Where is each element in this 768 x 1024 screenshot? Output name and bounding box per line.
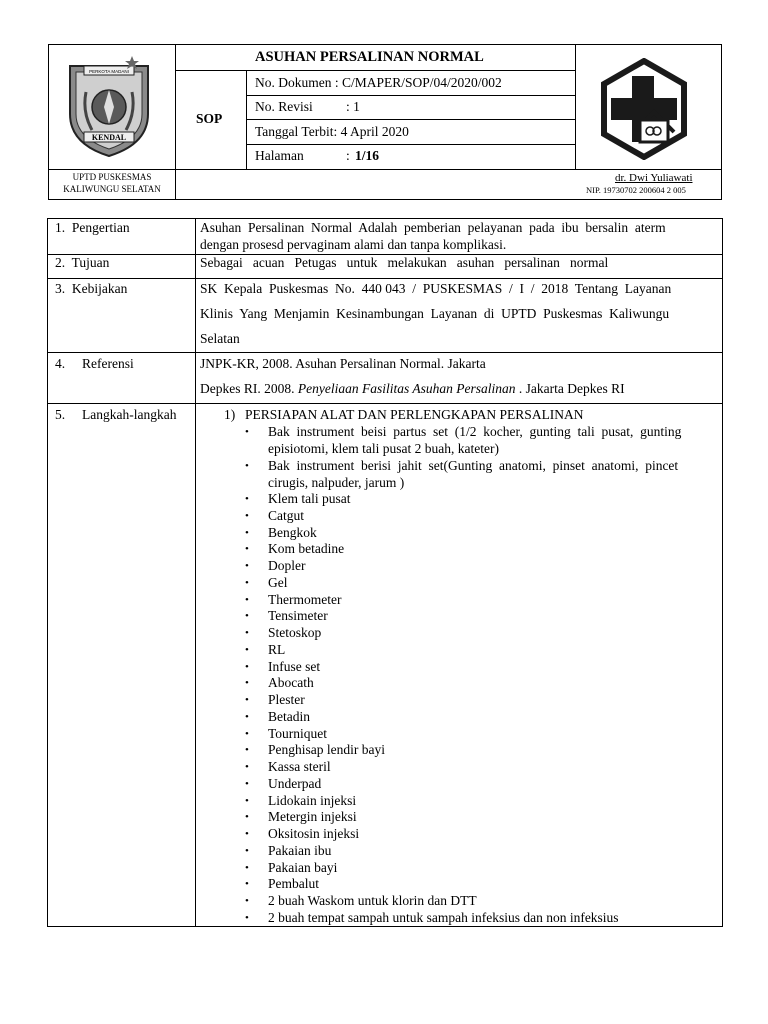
kebijakan-line3: Selatan (200, 331, 240, 346)
bullet-icon: • (245, 627, 249, 639)
langkah-subheading: PERSIAPAN ALAT DAN PERLENGKAPAN PERSALINAN (245, 407, 584, 422)
tujuan-text: Sebagai acuan Petugas untuk melakukan asuhan persalinan normal (200, 255, 609, 270)
list-item: Bak instrument berisi jahit set(Gunting anatomi, pinset anatomi, pincet (268, 458, 679, 473)
kebijakan-line2: Klinis Yang Menjamin Kesinambungan Layanan di UPTD Puskesmas Kaliwungu (200, 306, 670, 321)
list-item: Klem tali pusat (268, 491, 351, 506)
bullet-icon: • (245, 777, 249, 790)
page-value-prefix: : (346, 148, 350, 163)
bullet-icon: • (245, 460, 249, 472)
bullet-icon: • (245, 911, 249, 924)
list-item: Lidokain injeksi (268, 792, 357, 808)
list-item: Bengkok (268, 524, 317, 540)
puskesmas-logo (598, 58, 690, 160)
bullet-icon: • (245, 677, 249, 690)
bullet-icon: • (245, 560, 249, 572)
list-item: RL (268, 641, 286, 657)
bullet-icon: • (245, 727, 249, 740)
pengertian-line2: dengan prosesd pervaginam alami dan tanpa komplikasi. (200, 237, 507, 252)
list-item: Abocath (268, 675, 314, 691)
org-name-line2: KALIWUNGU SELATAN (63, 184, 161, 194)
list-item: Stetoskop (268, 625, 322, 640)
list-item: Tourniquet (268, 725, 328, 741)
bullet-icon: • (245, 895, 249, 907)
page-value: 1/16 (355, 148, 380, 163)
list-item: Bak instrument beisi partus set (1/2 kocher, gunting tali pusat, gunting (268, 424, 682, 439)
bullet-icon: • (245, 493, 249, 505)
referensi-line2-suffix: . Jakarta Depkes RI (515, 381, 625, 396)
sop-label: SOP (196, 111, 223, 126)
list-item: Gel (268, 574, 288, 590)
org-name-line1: UPTD PUSKESMAS (72, 172, 152, 182)
bullet-icon: • (245, 861, 249, 874)
referensi-label: 4. Referensi (55, 356, 134, 371)
bullet-icon: • (245, 828, 249, 840)
bullet-icon: • (245, 660, 249, 673)
bullet-icon: • (245, 878, 249, 891)
list-item: Plester (268, 692, 305, 707)
svg-text:PERKOTA MADANI: PERKOTA MADANI (89, 69, 129, 74)
bullet-icon: • (245, 643, 249, 656)
list-item: Underpad (268, 775, 322, 791)
list-item: Infuse set (268, 658, 321, 674)
referensi-line2-italic: Penyeliaan Fasilitas Asuhan Persalinan (297, 381, 516, 396)
list-item-continuation: episiotomi, klem tali pusat 2 buah, kateter) (268, 441, 499, 456)
list-item-continuation: cirugis, nalpuder, jarum ) (268, 475, 405, 490)
bullet-icon: • (245, 744, 249, 757)
list-item: Pembalut (268, 876, 319, 892)
list-item: Dopler (268, 558, 306, 573)
list-item: 2 buah tempat sampah untuk sampah infeksius dan non infeksius (268, 909, 619, 925)
list-item: Oksitosin injeksi (268, 826, 360, 841)
langkah-label: 5. Langkah-langkah (55, 407, 177, 422)
referensi-line2-prefix: Depkes RI. 2008. (200, 381, 298, 396)
bullet-icon: • (245, 844, 249, 857)
tujuan-label: 2. Tujuan (55, 255, 110, 270)
bullet-icon: • (245, 710, 249, 723)
kebijakan-label: 3. Kebijakan (55, 281, 128, 296)
page-label: Halaman (255, 148, 304, 163)
bullet-icon: • (245, 576, 249, 589)
list-item: Pakaian ibu (268, 842, 332, 858)
revision-value: : 1 (346, 99, 360, 114)
doc-number: No. Dokumen : C/MAPER/SOP/04/2020/002 (255, 75, 502, 90)
langkah-subheading-num: 1) (224, 407, 236, 422)
bullet-icon: • (245, 593, 249, 606)
issue-date: Tanggal Terbit: 4 April 2020 (255, 124, 409, 139)
bullet-icon: • (245, 509, 249, 522)
bullet-icon: • (245, 526, 249, 539)
list-item: Catgut (268, 507, 304, 523)
kendal-seal-logo (62, 52, 156, 160)
list-item: Kom betadine (268, 541, 345, 557)
pengertian-line1: Asuhan Persalinan Normal Adalah pemberian pelayanan pada ibu bersalin aterm (200, 220, 666, 235)
content-table (47, 218, 723, 927)
bullet-icon: • (245, 543, 249, 556)
referensi-line1: JNPK-KR, 2008. Asuhan Persalinan Normal. Jakarta (200, 356, 486, 371)
bullet-icon: • (245, 694, 249, 706)
list-item: Penghisap lendir bayi (268, 742, 385, 758)
bullet-icon: • (245, 610, 249, 623)
list-item: Pakaian bayi (268, 859, 338, 875)
list-item: Tensimeter (268, 608, 328, 624)
list-item: Thermometer (268, 591, 342, 607)
svg-text:KENDAL: KENDAL (91, 133, 127, 142)
list-item: Kassa steril (268, 759, 331, 774)
revision-label: No. Revisi (255, 99, 313, 114)
bullet-icon: • (245, 794, 249, 807)
list-item: Metergin injeksi (268, 809, 357, 825)
bullet-icon: • (245, 761, 249, 773)
list-item: 2 buah Waskom untuk klorin dan DTT (268, 893, 477, 908)
signer-name: dr. Dwi Yuliawati (615, 172, 693, 184)
pengertian-label: 1. Pengertian (55, 220, 130, 235)
bullet-icon: • (245, 426, 249, 438)
sop-title: ASUHAN PERSALINAN NORMAL (255, 49, 484, 65)
referensi-line2 (200, 382, 625, 396)
kebijakan-line1: SK Kepala Puskesmas No. 440 043 / PUSKESMAS / I / 2018 Tentang Layanan (200, 281, 672, 296)
list-item: Betadin (268, 708, 310, 724)
signer-nip: NIP. 19730702 200604 2 005 (586, 185, 686, 195)
bullet-icon: • (245, 811, 249, 824)
